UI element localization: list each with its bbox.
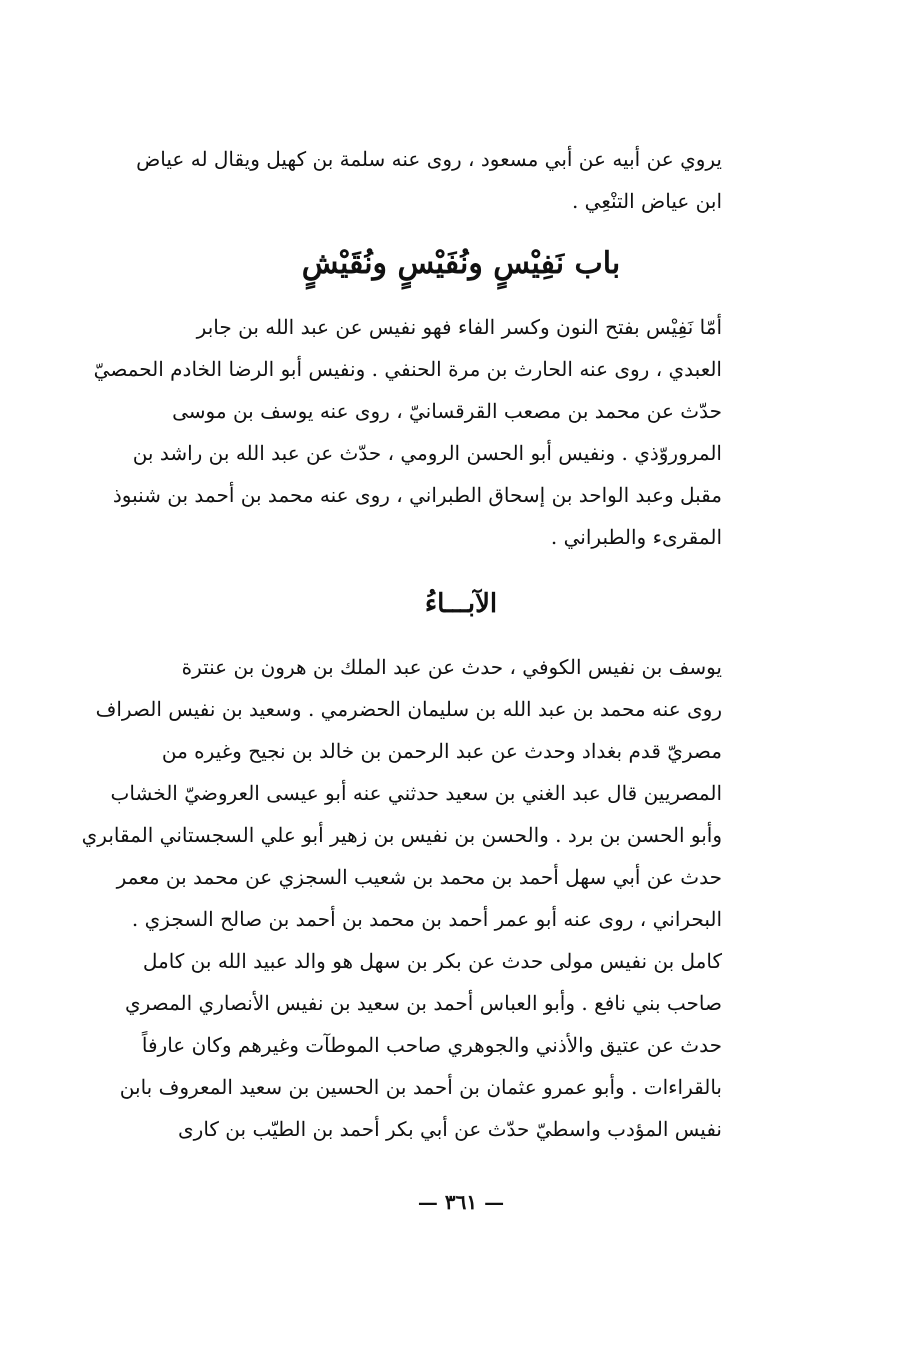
text-line: يوسف بن نفيس الكوفي ، حدث عن عبد الملك بن هرون بن عنترة [181, 655, 722, 679]
text-line: ابن عياض التنْعِي . [571, 189, 722, 213]
text-line: حدث عن أبي سهل أحمد بن محمد بن شعيب السجزي عن محمد بن معمر [116, 865, 722, 889]
text-line: حدث عن عتيق والأذني والجوهري صاحب الموطآت وغيرهم وكان عارفاً [141, 1033, 722, 1057]
text-line: مقبل وعبد الواحد بن إسحاق الطبراني ، روى عنه محمد بن أحمد بن شنبوذ [112, 483, 722, 507]
text-line: حدّث عن محمد بن مصعب القرقسانيّ ، روى عنه يوسف بن موسى [172, 399, 722, 423]
text-line: وأبو الحسن بن برد . والحسن بن نفيس بن زهير أبو علي السجستاني المقابري [81, 823, 722, 847]
text-line: يروي عن أبيه عن أبي مسعود ، روى عنه سلمة بن كهيل ويقال له عياض [136, 147, 722, 171]
section-paragraph [93, 306, 722, 558]
intro-paragraph [136, 138, 722, 222]
page-number: — ٣٦١ — [417, 1190, 505, 1214]
text-line: المروروّذي . ونفيس أبو الحسن الرومي ، حدّث عن عبد الله بن راشد بن [132, 441, 722, 465]
text-line: بالقراءات . وأبو عمرو عثمان بن أحمد بن الحسين بن سعيد المعروف بابن [119, 1075, 722, 1099]
text-line: روى عنه محمد بن عبد الله بن سليمان الحضرمي . وسعيد بن نفيس الصراف [95, 697, 722, 721]
text-line: المصريين قال عبد الغني بن سعيد حدثني عنه أبو عيسى العروضيّ الخشاب [110, 781, 722, 805]
section-heading: باب نَفِيْسٍ ونُفَيْسٍ ونُقَيْشٍ [301, 246, 621, 281]
text-line: نفيس المؤدب واسطيّ حدّث عن أبي بكر أحمد بن الطيّب بن كارى [178, 1117, 722, 1141]
section-heading: الآبـــاءُ [424, 589, 498, 619]
text-line: العبدي ، روى عنه الحارث بن مرة الحنفي . ونفيس أبو الرضا الخادم الحمصيّ [93, 357, 722, 381]
text-line: أمّا نَفِيْس بفتح النون وكسر الفاء فهو نفيس عن عبد الله بن جابر [196, 315, 722, 339]
text-line: صاحب بني نافع . وأبو العباس أحمد بن سعيد بن نفيس الأنصاري المصري [124, 991, 722, 1015]
text-line: كامل بن نفيس مولى حدث عن بكر بن سهل هو والد عبيد الله بن كامل [142, 949, 722, 973]
section-paragraph [81, 646, 722, 1150]
text-line: البحراني ، روى عنه أبو عمر أحمد بن محمد بن أحمد بن صالح السجزي . [131, 907, 722, 931]
text-line: مصريّ قدم بغداد وحدث عن عبد الرحمن بن خالد بن نجيح وغيره من [161, 739, 722, 763]
text-line: المقرىء والطبراني . [550, 525, 722, 549]
